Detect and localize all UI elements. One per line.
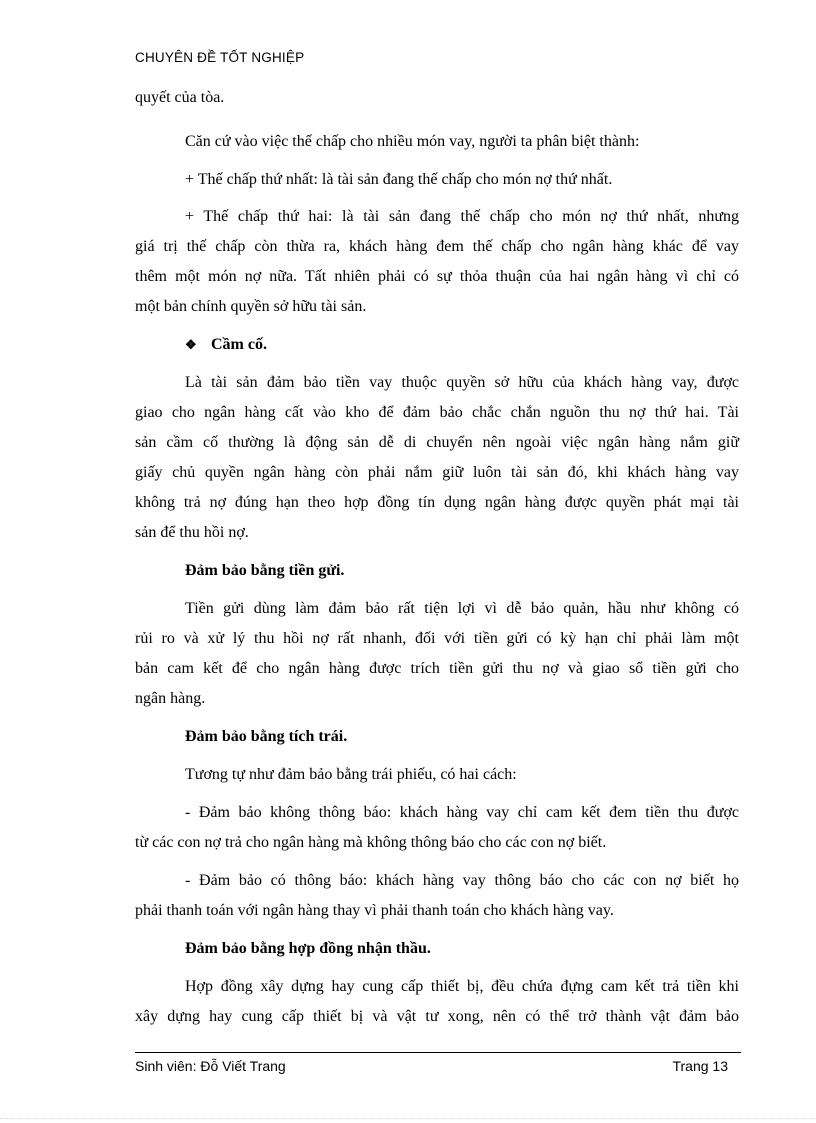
text-line: giao cho ngân hàng cất vào kho để đảm bảo chắc chắn nguồn thu nợ thứ hai. Tài [135,404,739,421]
document-header: CHUYÊN ĐỀ TỐT NGHIỆP [135,50,305,65]
text-line: Tiền gửi dùng làm đảm bảo rất tiện lợi vì dễ bảo quản, hầu như không có [185,600,739,617]
section-heading: Đảm bảo bằng tích trái. [185,728,348,745]
text-line: bản cam kết để cho ngân hàng được trích tiền gửi thu nợ và giao sổ tiền gửi cho [135,660,739,677]
text-line: sản để thu hồi nợ. [135,524,249,541]
text-line: - Đảm bảo không thông báo: khách hàng vay chỉ cam kết đem tiền thu được [185,804,739,821]
footer-divider [135,1052,741,1053]
footer-student-name: Sinh viên: Đỗ Viết Trang [135,1058,286,1074]
text-line: sản cầm cố thường là động sản dễ di chuyển nên ngoài việc ngân hàng nắm giữ [135,434,739,451]
text-line: không trả nợ đúng hạn theo hợp đồng tín dụng ngân hàng được quyền phát mại tài [135,494,739,511]
text-line: Là tài sản đảm bảo tiền vay thuộc quyền sở hữu của khách hàng vay, được [185,374,739,391]
text-line: Hợp đồng xây dựng hay cung cấp thiết bị, đều chứa đựng cam kết trả tiền khi [185,978,739,995]
text-line: + Thế chấp thứ nhất: là tài sản đang thế chấp cho món nợ thứ nhất. [185,171,613,188]
text-line: - Đảm bảo có thông báo: khách hàng vay thông báo cho các con nợ biết họ [185,872,739,889]
section-heading: Đảm bảo bằng tiền gửi. [185,562,345,579]
text-line: + Thế chấp thứ hai: là tài sản đang thế chấp cho món nợ thứ nhất, nhưng [185,208,739,225]
text-line: Tương tự như đảm bảo bằng trái phiếu, có hai cách: [185,766,517,783]
diamond-bullet-icon: ❖ [185,337,197,352]
text-line: Căn cứ vào việc thế chấp cho nhiều món vay, người ta phân biệt thành: [185,133,640,150]
text-line: quyết của tòa. [135,89,225,106]
text-line: một bản chính quyền sở hữu tài sản. [135,298,367,315]
text-line: từ các con nợ trả cho ngân hàng mà không thông báo cho các con nợ biết. [135,834,607,851]
section-heading [135,335,739,355]
text-line: rủi ro và xử lý thu hồi nợ rất nhanh, đối với tiền gửi có kỳ hạn chỉ phải làm một [135,630,739,647]
section-heading: Đảm bảo bằng hợp đồng nhận thầu. [185,940,431,957]
page-edge-divider [0,1118,816,1119]
section-heading-text: Cầm cố. [211,336,267,353]
text-line: ngân hàng. [135,690,206,707]
text-line: thêm một món nợ nữa. Tất nhiên phải có sự thỏa thuận của hai ngân hàng vì chỉ có [135,268,739,285]
text-line: phải thanh toán với ngân hàng thay vì phải thanh toán cho khách hàng vay. [135,902,614,919]
text-line: giấy chủ quyền ngân hàng còn phải nắm giữ luôn tài sản đó, khi khách hàng vay [135,464,739,481]
text-line: giá trị thế chấp còn thừa ra, khách hàng đem thế chấp cho ngân hàng khác để vay [135,238,739,255]
text-line: xây dựng hay cung cấp thiết bị và vật tư xong, nên có thể trở thành vật đảm bảo [135,1008,739,1025]
footer-page-number: Trang 13 [672,1058,728,1074]
